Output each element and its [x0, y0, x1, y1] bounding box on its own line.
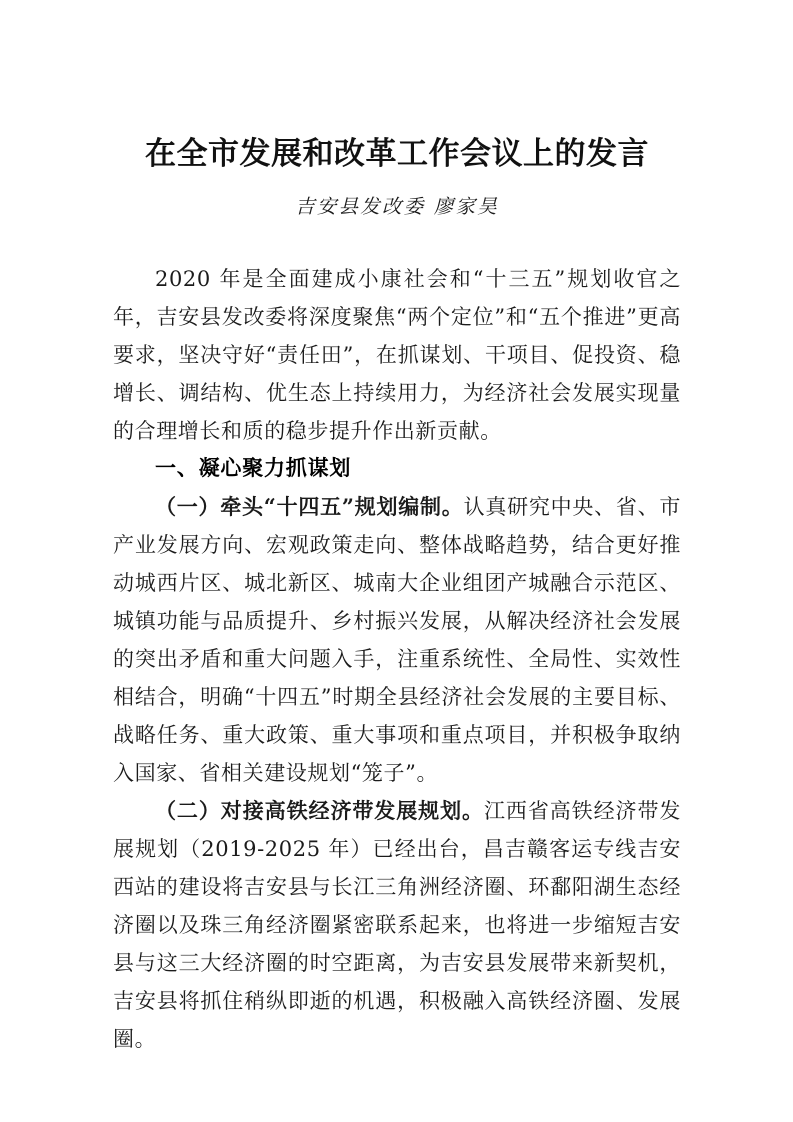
- document-content-column: [113, 0, 681, 1058]
- paragraph-item-one: [113, 488, 681, 792]
- paragraph-opening: 2020 年是全面建成小康社会和“十三五”规划收官之年，吉安县发改委将深度聚焦“两个定位”和“五个推进”更高要求，坚决守好“责任田”，在抓谋划、干项目、促投资、稳增长、调结构、优生态上持续用力，为经济社会发展实现量的合理增长和质的稳步提升作出新贡献。: [113, 267, 681, 443]
- item-one-lead-in: （一）牵头“十四五”规划编制。: [155, 494, 464, 519]
- paragraph-item-two: [113, 792, 681, 1058]
- document-body: [113, 222, 681, 1058]
- page-title: 在全市发展和改革工作会议上的发言: [145, 136, 649, 171]
- item-one-body-text: 认真研究中央、省、市产业发展方向、宏观政策走向、整体战略趋势，结合更好推动城西片区、城北新区、城南大企业组团产城融合示范区、城镇功能与品质提升、乡村振兴发展，从解决经济社会发展的突出矛盾和重大问题入手，注重系统性、全局性、实效性相结合，明确“十四五”时期全县经济社会发展的主要目标、战略任务、重大政策、重大事项和重点项目，并积极争取纳入国家、省相关建设规划“笼子”。: [113, 495, 681, 785]
- section-heading-one: 一、凝心聚力抓谋划: [155, 457, 352, 480]
- item-two-body-text: 江西省高铁经济带发展规划（2019-2025 年）已经出台，昌吉赣客运专线吉安西站的建设将吉安县与长江三角洲经济圈、环鄱阳湖生态经济圈以及珠三角经济圈紧密联系起来，也将进一步缩短吉安县与这三大经济圈的时空距离，为吉安县发展带来新契机，吉安县将抓住稍纵即逝的机遇，积极融入高铁经济圈、发展圈。: [113, 799, 681, 1051]
- document-byline: 吉安县发改委 廖家昊: [295, 195, 499, 218]
- item-two-lead-in: （二）对接高铁经济带发展规划。: [155, 798, 484, 823]
